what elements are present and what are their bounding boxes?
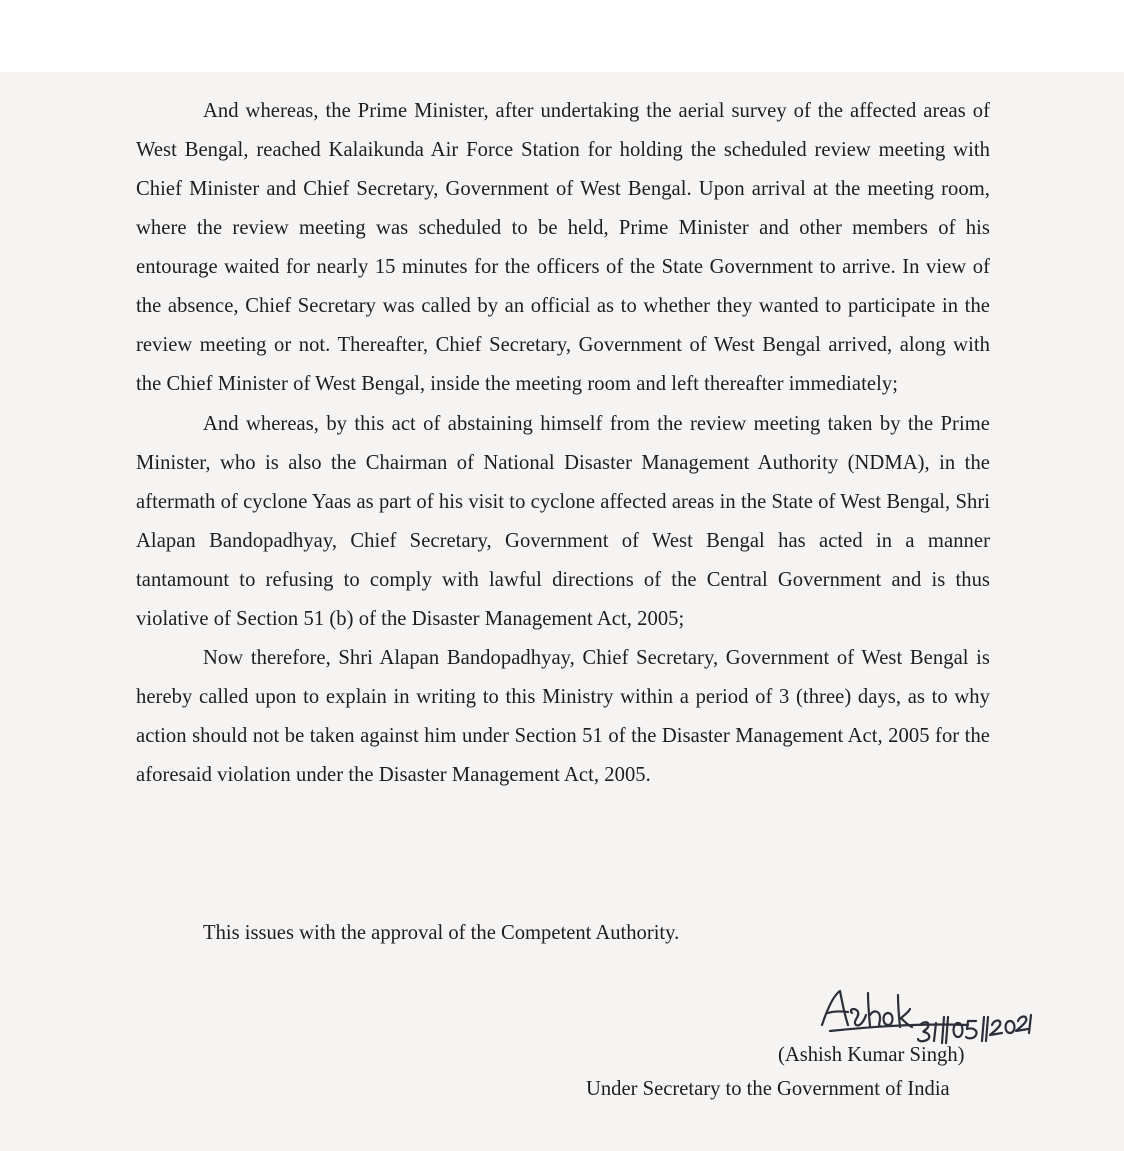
paragraph-3: Now therefore, Shri Alapan Bandopadhyay, Chief Secretary, Government of West Bengal is hereby called upon to explain in writing to this Ministry within a period of 3 (three) days, as to why action should not be taken against him under Section 51 of the Disaster Management Act, 2005 for the aforesaid violation under the Disaster Management Act, 2005. [136, 647, 990, 786]
paragraph-2: And whereas, by this act of abstaining himself from the review meeting taken by the Prime Minister, who is also the Chairman of National Disaster Management Authority (NDMA), in the aftermath of cyclone Yaas as part of his visit to cyclone affected areas in the State of West Bengal, Shri Alapan Bandopadhyay, Chief Secretary, Government of West Bengal has acted in a manner tantamount to refusing to comply with lawful directions of the Central Government and is thus violative of Section 51 (b) of the Disaster Management Act, 2005; [136, 412, 990, 630]
paragraph-1: And whereas, the Prime Minister, after undertaking the aerial survey of the affected areas of West Bengal, reached Kalaikunda Air Force Station for holding the scheduled review meeting with Chief Minister and Chief Secretary, Government of West Bengal. Upon arrival at the meeting room, where the review meeting was scheduled to be held, Prime Minister and other members of his entourage waited for nearly 15 minutes for the officers of the State Government to arrive. In view of the absence, Chief Secretary was called by an official as to whether they wanted to participate in the review meeting or not. Thereafter, Chief Secretary, Government of West Bengal arrived, along with the Chief Minister of West Bengal, inside the meeting room and left thereafter immediately; [136, 100, 990, 395]
signatory-designation: Under Secretary to the Government of India [586, 1078, 950, 1100]
closing-line: This issues with the approval of the Competent Authority. [203, 922, 680, 944]
signatory-name: (Ashish Kumar Singh) [778, 1044, 965, 1066]
document-body [136, 92, 990, 796]
